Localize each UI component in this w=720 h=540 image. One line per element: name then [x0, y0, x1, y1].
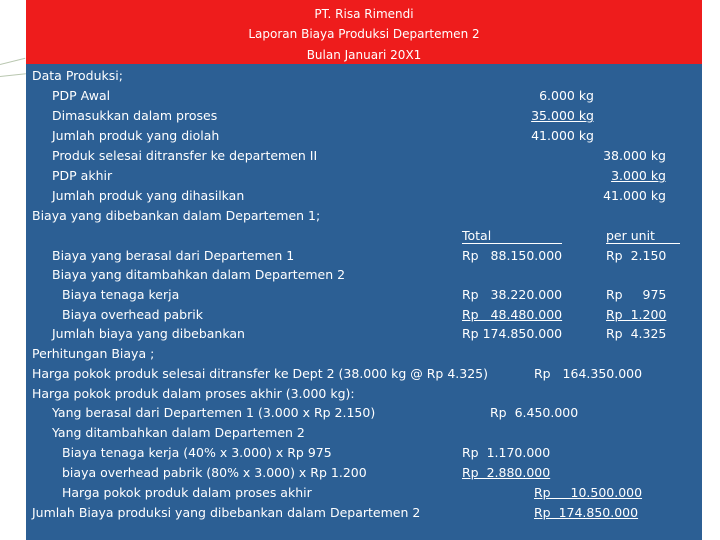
selesai-label: Produk selesai ditransfer ke departemen II: [52, 148, 318, 163]
calc-heading: Perhitungan Biaya ;: [32, 346, 155, 361]
jumlah-diolah-value: 41.000 kg: [531, 128, 594, 143]
wip-dept1-value: Rp 6.450.000: [490, 405, 579, 420]
finished-goods-value: Rp 164.350.000: [534, 366, 643, 381]
dimasukkan-label: Dimasukkan dalam proses: [52, 108, 218, 123]
wip-labor-label: Biaya tenaga kerja (40% x 3.000) x Rp 975: [62, 445, 332, 460]
jumlah-dihasilkan-label: Jumlah produk yang dihasilkan: [52, 188, 245, 203]
decorative-line-bottom: [0, 73, 26, 77]
report-period: Bulan Januari 20X1: [306, 48, 422, 62]
overhead-cost-label: Biaya overhead pabrik: [62, 307, 203, 322]
col-total-header: [462, 228, 562, 244]
jumlah-dihasilkan-value: 41.000 kg: [603, 188, 666, 203]
added-cost-label: Biaya yang ditambahkan dalam Departemen 2: [52, 267, 346, 282]
labor-cost-total: Rp 38.220.000: [462, 287, 563, 302]
sum-cost-unit: Rp 4.325: [606, 326, 667, 341]
wip-overhead-label: biaya overhead pabrik (80% x 3.000) x Rp 1.200: [62, 465, 367, 480]
overhead-cost-total: Rp 48.480.000: [462, 307, 563, 322]
report-slide: [26, 0, 702, 540]
report-title: Laporan Biaya Produksi Departemen 2: [248, 27, 480, 41]
company-name: PT. Risa Rimendi: [314, 7, 414, 21]
dept1-cost-total: Rp 88.150.000: [462, 248, 563, 263]
grand-total-label: Jumlah Biaya produksi yang dibebankan dalam Departemen 2: [32, 505, 421, 520]
wip-total-value: Rp 10.500.000: [534, 485, 643, 500]
sum-cost-total: Rp 174.850.000: [462, 326, 563, 341]
wip-dept1-label: Yang berasal dari Departemen 1 (3.000 x Rp 2.150): [52, 405, 376, 420]
pdp-akhir-label: PDP akhir: [52, 168, 113, 183]
wip-overhead-value: Rp 2.880.000: [462, 465, 551, 480]
labor-cost-label: Biaya tenaga kerja: [62, 287, 180, 302]
costs-heading: Biaya yang dibebankan dalam Departemen 1;: [32, 208, 321, 223]
selesai-value: 38.000 kg: [603, 148, 666, 163]
dept1-cost-unit: Rp 2.150: [606, 248, 667, 263]
dimasukkan-value: 35.000 kg: [531, 108, 594, 123]
grand-total-value: Rp 174.850.000: [534, 505, 639, 520]
wip-labor-value: Rp 1.170.000: [462, 445, 551, 460]
col-unit-label: per unit: [606, 229, 680, 244]
wip-total-label: Harga pokok produk dalam proses akhir: [62, 485, 312, 500]
pdp-awal-label: PDP Awal: [52, 88, 111, 103]
labor-cost-unit: Rp 975: [606, 287, 667, 302]
decorative-line-top: [0, 58, 25, 65]
overhead-cost-unit: Rp 1.200: [606, 307, 667, 322]
production-data-heading: Data Produksi;: [32, 68, 123, 83]
finished-goods-label: Harga pokok produk selesai ditransfer ke Dept 2 (38.000 kg @ Rp 4.325): [32, 366, 488, 381]
wip-added-label: Yang ditambahkan dalam Departemen 2: [52, 425, 305, 440]
pdp-akhir-value: 3.000 kg: [611, 168, 666, 183]
col-total-label: Total: [462, 229, 562, 244]
wip-heading: Harga pokok produk dalam proses akhir (3.000 kg):: [32, 386, 355, 401]
col-unit-header: [606, 228, 680, 244]
pdp-akhir-value-wrap: [546, 168, 666, 184]
pdp-awal-value: 6.000 kg: [539, 88, 594, 103]
sum-cost-label: Jumlah biaya yang dibebankan: [52, 326, 245, 341]
dept1-cost-label: Biaya yang berasal dari Departemen 1: [52, 248, 295, 263]
jumlah-diolah-label: Jumlah produk yang diolah: [52, 128, 220, 143]
